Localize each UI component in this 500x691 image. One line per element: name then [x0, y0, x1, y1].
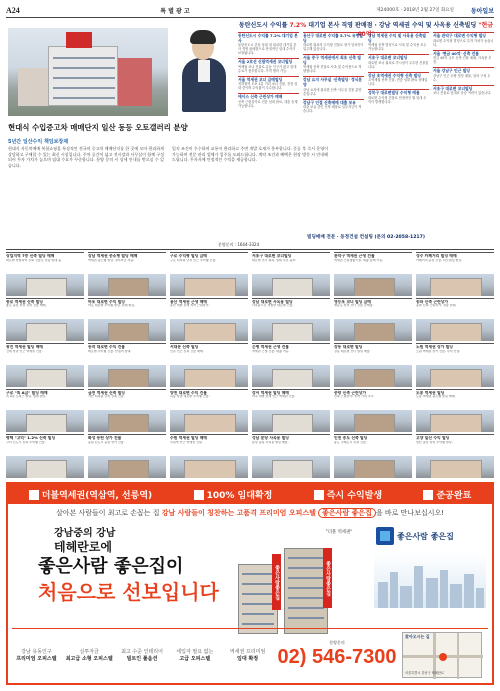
listing-title: 구로 "특 A급" 빌딩 매매: [6, 390, 48, 395]
listing-desc: 건대 상권 인근 역세권 건물.: [6, 349, 43, 353]
listing-card: [88, 298, 166, 342]
listing-card: [170, 298, 248, 342]
banner-bar-item: 100% 임대확정: [194, 488, 273, 501]
feature-contact: 분양문의 : 1644-3324: [218, 242, 260, 247]
feature-headline: 현대식 수입증고차 매매단지 일산 동등 오토갤러리 분양: [8, 123, 188, 132]
listing-title: 평택 "고덕" 1.2% 신축 빌딩: [6, 436, 56, 441]
listing-title: 영등포 코너 빌딩 급매: [334, 299, 371, 304]
listing-photo: [334, 319, 412, 341]
listing-column: [303, 32, 364, 232]
feature-subhead: 5년간 일산수익 책임보장제: [8, 139, 69, 145]
listing-title: 서울 관악구 대로변 수익형 빌딩: [433, 33, 486, 38]
location-map: 찾아오시는 길 서울특별시 강남구 테헤란로: [402, 632, 482, 678]
listing-title: 도봉 역세권 빌딩: [416, 390, 445, 395]
masthead-rule: [6, 17, 494, 18]
listing-desc: 대로변 수익형 건물로 안정적인 월 임대 수익이 발생합니다.: [368, 95, 427, 104]
listing-desc: 대로변 수익형 건물, 안정적 임대.: [88, 349, 132, 353]
listing-title: 관악구 역세권 근생 건물: [334, 254, 375, 258]
listing-card: [170, 434, 248, 478]
building-sign: 좋은사람좋은집: [323, 548, 332, 608]
brand-logo: 좋은사람 좋은집: [376, 526, 484, 546]
listing-item: [238, 58, 299, 73]
newspaper-logo: 동아일보: [470, 8, 494, 15]
listing-desc: 동탄신도시 중심 상권 내 위치한 대기업 본사 직영 판매점으로 안정적인 임대 수익이 보장됩니다.: [238, 43, 297, 56]
section-rule: [6, 249, 494, 250]
listing-title: 구로 수익형 빌딩 급매: [170, 254, 207, 258]
listing-card: [88, 343, 166, 387]
phone-number[interactable]: 02) 546-7300: [277, 646, 397, 668]
listing-column: [433, 32, 494, 232]
listing-desc: 코너 건물로 임대료 상승 여력이 있습니다.: [433, 91, 492, 96]
listing-title: 서울 '현금 40억' 신축 건물: [433, 50, 479, 56]
banner-headline-bar: [8, 484, 492, 504]
listing-item: [433, 67, 494, 82]
listing-item: [303, 32, 364, 51]
listing-photo: [170, 319, 248, 341]
listing-title: 성남 분당 사옥용 빌딩: [252, 436, 289, 441]
listing-photo: [416, 365, 494, 387]
listing-desc: 일산 중심 상권 수익형 빌딩.: [416, 440, 453, 444]
listing-card: [416, 389, 494, 433]
listing-desc: 영등포 상권 코너 건물 급매물.: [334, 304, 374, 308]
listing-desc: 특 A급 오피스 빌딩, 임대 완료.: [6, 395, 47, 399]
listing-photo: [416, 319, 494, 341]
listing-title: 송파 신축 근린상가: [416, 299, 448, 304]
officetel-ad-banner: [6, 482, 494, 685]
listing-title: 은평 역세권 근생 건물: [252, 345, 289, 350]
listing-card: [252, 434, 330, 478]
listing-desc: 역세권 근린생활시설, 대출 승계 가능.: [334, 258, 384, 262]
listing-title: 양천 대로변 수익 건물: [170, 390, 207, 395]
banner-footer: [12, 628, 488, 680]
listing-photo: [88, 319, 166, 341]
listing-card: [416, 298, 494, 342]
section-title: 특 별 광 고: [160, 7, 190, 15]
listing-photo: [334, 365, 412, 387]
listing-desc: 역세권 신축 빌딩으로 사옥 및 수익용 모두 가능합니다.: [368, 43, 427, 52]
listing-card: [170, 252, 248, 296]
listing-item: [238, 32, 299, 55]
listing-title: 동탄신도시 수익률 7.2% 대기업 본사: [238, 33, 298, 43]
feature-list: [12, 648, 272, 662]
listing-photo: [252, 274, 330, 296]
feature-column-1: 현대식 자동차매매 복합쇼핑몰 특징적인 전국의 중고차 매매단지를 한 곳에 모아 편리하게 상담하고 구매할 수 있는 최신 시설입니다. 주차 공간이 넓고 전시장과 사무실이 함께 구성되어 투자 가치가 높으며 임대 수요가 꾸준합니다. 분양 문의 시 상세 안내를 받으실 수 있습니다.: [8, 146, 164, 168]
listing-desc: 도봉 역세권 중소형 빌딩 매매.: [416, 395, 456, 399]
listing-title: 종로 역세권 신축 빌딩: [6, 299, 43, 304]
page-number: A24: [6, 5, 20, 15]
listing-photo: [170, 410, 248, 432]
listing-photo: [252, 319, 330, 341]
listing-title: 성수 카페거리 빌딩 매매: [416, 254, 457, 258]
listing-item: [303, 54, 364, 73]
listing-desc: 송도 국제도시 신축 건물.: [334, 440, 367, 444]
listing-title: 강남 역세권 수익 및 사옥용 신축빌딩: [368, 33, 426, 43]
masthead: [6, 4, 494, 16]
listing-title: 강남 초역세권 수익형 신축 빌딩: [368, 72, 421, 78]
banner-heading-4: 처음으로 선보입니다: [38, 580, 219, 604]
listing-block-title: 동탄신도시 수익률 7.2% 대기업 본사 직영 판매점 · 강남 역세권 수익 및 사옥용 신축빌딩 "현금 40억": [238, 22, 494, 38]
listing-card: [416, 252, 494, 296]
listing-title: 고양 일산 수익 빌딩: [416, 436, 450, 441]
listing-desc: 동탄 신도시 중심 상가 건물.: [88, 440, 125, 444]
listing-card: [252, 343, 330, 387]
listing-photo: [416, 274, 494, 296]
banner-heading-1: 강남중의 강남: [54, 528, 116, 539]
banner-heading-2: 테헤란로에: [54, 540, 112, 554]
city-skyline-illustration: [374, 552, 486, 608]
listing-item: [433, 32, 494, 47]
listing-photo: [170, 274, 248, 296]
listing-column: [238, 32, 299, 232]
building-sign: 좋은사람좋은집: [272, 554, 281, 610]
listing-item: [303, 99, 364, 114]
listing-photo: [88, 410, 166, 432]
listing-desc: 강동 대로변 코너 빌딩 매물.: [334, 349, 371, 353]
listing-desc: 신촌 인근 신축 건물 매매.: [170, 349, 204, 353]
listing-desc: 신축 근린상가, 투자 가치 우수.: [334, 395, 375, 399]
map-pin-icon: [439, 653, 447, 661]
listing-columns: [238, 32, 494, 232]
listing-card: [88, 389, 166, 433]
listing-card: [6, 252, 84, 296]
listing-title: 서초구 대로변 코너빌딩: [252, 254, 292, 258]
listing-title: 중랑 신축 근린상가: [334, 390, 366, 395]
listing-desc: 노원 역세권 상가 건물, 수익 안정.: [416, 349, 461, 353]
listing-desc: 분당 중심 사옥용 빌딩 매물.: [252, 440, 289, 444]
issue-date: 제24000호 · 2018년 2월 27일 화요일: [376, 8, 454, 13]
listing-title: 에이스 신축 근린상가 매매: [238, 94, 283, 100]
listing-card: [334, 343, 412, 387]
listing-desc: 강남구 인근 우량 빌딩 매물, 임차 구성 우수.: [433, 73, 491, 82]
listing-photo: [6, 410, 84, 432]
listing-card: [252, 298, 330, 342]
listing-desc: 가산 디지털 단지 신축 건물.: [88, 395, 125, 399]
listing-title: 금천 역세권 신축 빌딩: [88, 390, 125, 395]
listing-title: 용산 역세권 근생 매매: [170, 299, 207, 304]
listing-title: 강남구 인접 신축매매 대출 보유: [303, 99, 356, 105]
listing-title: 서울 2호선 신림역세권 코너빌딩: [238, 59, 293, 65]
listing-photo: [416, 456, 494, 478]
listing-desc: 대로변 위치의 수익형 건물로 장기 임차인이 입주해 있습니다.: [303, 43, 364, 52]
listing-card: [88, 434, 166, 478]
feature-item: 실투자금 최고급 소형 오피스텔: [65, 648, 113, 662]
listing-title: 용산구 대로변 수익률 5.7% 유명빌딩: [303, 33, 363, 43]
listing-desc: 고덕 신도시 신축 수익형 건물.: [6, 440, 46, 444]
listing-card: [170, 343, 248, 387]
listing-title: 동작 대로변 수익 건물: [88, 345, 125, 350]
feature-item: 역세권 프리미엄 임대 확정: [229, 648, 266, 662]
listing-card: [416, 343, 494, 387]
listing-photo: [252, 365, 330, 387]
listing-title: 수원 역세권 빌딩 매매: [170, 436, 207, 441]
listing-photo: [6, 456, 84, 478]
phone-contact: 분양문의 02) 546-7300: [277, 640, 397, 668]
listing-photo: [170, 365, 248, 387]
listing-column: [368, 32, 429, 232]
listing-title: 노원 역세권 상가 빌딩: [416, 345, 453, 350]
feature-item: 세입자 필요 없는 고급 오피스텔: [176, 648, 214, 662]
listing-item: [238, 93, 299, 108]
listing-photo: [6, 365, 84, 387]
listing-photo: [88, 274, 166, 296]
listing-card: [334, 298, 412, 342]
listing-item: [368, 89, 429, 104]
listing-desc: 역세권 근생 건물, 대출 가능.: [252, 349, 290, 353]
listing-desc: 역세권 중소형 빌딩, 실투자금 적음.: [88, 258, 135, 262]
listing-desc: 송파 신축 근린상가, 전층 임대.: [416, 304, 457, 308]
listing-title: 마포 대로변 수익 빌딩: [88, 299, 125, 304]
listing-item: [368, 72, 429, 87]
listing-card: [6, 343, 84, 387]
listing-item: [238, 76, 299, 91]
listing-photo: [170, 456, 248, 478]
listing-card: [334, 389, 412, 433]
listing-item: [303, 76, 364, 95]
listing-title: 강남 요지 사무실 '신축빌딩' 정식분양: [303, 77, 362, 87]
banner-bar-item: 즉시 수익발생: [314, 488, 382, 501]
listing-title: 서울 중구 역세권에서 최초 신축 빌딩: [303, 55, 361, 65]
listing-card: [6, 434, 84, 478]
listing-desc: 신축 근린상가로 전층 임대 완료, 대출 승계 가능합니다.: [238, 99, 298, 108]
banner-bar-item: 준공완료: [423, 488, 471, 501]
listing-item: [433, 85, 494, 96]
listing-title: 강서 역세권 빌딩 매매: [252, 390, 289, 395]
listing-grid: [6, 252, 494, 478]
listing-desc: 대로변 코너 위치, 임대 수요 풍부.: [252, 258, 297, 262]
listing-desc: 마포 대로변 수익형 빌딩, 임대 완료.: [88, 304, 136, 308]
listing-photo: [88, 365, 166, 387]
listing-card: [334, 252, 412, 296]
agent-portrait: [176, 28, 232, 112]
listing-desc: 대로변 수익형 빌딩으로 투자 가치가 높습니다.: [433, 38, 494, 47]
listing-item: [368, 32, 429, 51]
feature-building-photo: [8, 28, 168, 116]
feature-item: 강남 유동인구 프리미엄 오피스텔: [16, 648, 57, 662]
listing-card: [88, 252, 166, 296]
listing-desc: 대출 보유 중인 신축 매물로 실투자금이 적습니다.: [303, 105, 362, 114]
listing-photo: [416, 410, 494, 432]
listing-card: [252, 252, 330, 296]
listing-item: [368, 54, 429, 69]
listing-desc: 수원역 인근 역세권 건물.: [170, 440, 203, 444]
banner-bar-item: 더블역세권(역삼역, 선릉역): [29, 488, 152, 501]
listing-desc: 대로변 코너 위치로 가시성이 우수한 건물입니다.: [368, 60, 429, 69]
listing-photo: [334, 410, 412, 432]
listing-title: 강남 역세권 중소형 빌딩 매매: [88, 254, 138, 258]
listing-photo: [334, 274, 412, 296]
listing-title: 서울 강남구 인근 빌딩: [433, 68, 470, 74]
listing-desc: 마곡 개발 호재 인근 역세권 건물.: [252, 395, 296, 399]
listing-photo: [6, 274, 84, 296]
listing-title: 서대문 신축 빌딩: [170, 345, 199, 350]
listing-title: 서초구 대로변 코너빌딩: [368, 55, 408, 61]
listing-item: [433, 50, 494, 65]
listing-desc: 목동 상권 대로변 수익형 건물.: [170, 395, 210, 399]
brand-logo-icon: [376, 527, 394, 545]
listing-desc: 역세권 코너 건물로 유동 인구가 많고 임대 수요가 풍부합니다. 가격 협의 가능.: [238, 64, 297, 73]
listing-desc: 용산 개발 호재 지역 근린상가.: [170, 304, 210, 308]
banner-building-illustration: [228, 542, 348, 634]
listing-title: 상업지역 7층 신축 빌딩 매매: [6, 254, 55, 258]
listing-card: [6, 389, 84, 433]
listing-desc: 대로변 상업지역 신축 건물로 전층 임대 중.: [6, 258, 62, 262]
listing-photo: [334, 456, 412, 478]
listing-title: 강동 대로변 빌딩: [334, 345, 363, 350]
listing-desc: 초역세권 신축 건물, 전층 임대 완료 상태입니다.: [368, 78, 428, 87]
listing-card: [416, 434, 494, 478]
listing-desc: 현금 40억 규모 신축 건물 매매, 사옥용 추천.: [433, 56, 492, 65]
listing-card: [252, 389, 330, 433]
listing-desc: 사옥용으로 적합한 대로변 건물.: [252, 304, 294, 308]
banner-tagline: 살아본 사람들이 최고로 손꼽는 집 강남 사람들이 칭찬하는 고품격 프리미엄 오피스텔 좋은사람 좋은집 을 바로 만나보십시오!: [55, 509, 445, 517]
listing-title: 성북구 대로변빌딩 수익형 매물: [368, 90, 420, 96]
listing-photo: [6, 319, 84, 341]
listing-photo: [252, 456, 330, 478]
listing-desc: 종로 중심 상권 신축 건물 매매.: [6, 304, 47, 308]
listing-title: 인천 송도 신축 빌딩: [334, 436, 368, 441]
listing-card: [170, 389, 248, 433]
listing-block-footer: 빌딩매매 전문 · 동정건설 컨설팅 (문의 02-2058-1217): [307, 235, 425, 240]
listing-desc: 구로 디지털 단지 인근 수익형 건물.: [170, 258, 217, 262]
banner-heading-3: 좋은사람 좋은집이: [38, 556, 184, 577]
listing-desc: 카페거리 중심 건물, 리모델링 완료.: [416, 258, 463, 262]
banner-subtitle: "더블 역세권": [325, 530, 353, 535]
listing-title: 광진 역세권 빌딩 매매: [6, 345, 43, 350]
feature-item: 최고 수준 인테리어 빌트인 풀옵션: [121, 648, 163, 662]
listing-card: [6, 298, 84, 342]
listing-card: [334, 434, 412, 478]
listing-title: 서초구 대로변 코너빌딩: [433, 85, 473, 91]
listing-photo: [88, 456, 166, 478]
listing-title: 서울 역세권 코너 급매빌딩: [238, 76, 283, 82]
listing-title: 강남 대로변 사옥용 빌딩: [252, 299, 293, 304]
listing-desc: 지하철역 도보 1분 거리 코너 건물, 전층 임대 중이며 수익률이 우수합니다.: [238, 82, 298, 91]
listing-title: 화성 동탄 상가 건물: [88, 436, 122, 441]
listing-desc: 강남 요지에 위치한 신축 사무실 건물 분양 중입니다.: [303, 87, 362, 96]
feature-column-2: 입지 조건이 우수하며 교통이 편리하고 주변 개발 호재가 풍부합니다. 준공 후 즉시 운영이 가능하며 전문 관리 업체가 입주를 도와드립니다. 계약 조건과 혜택은 현장 방문 시 안내해 드립니다. 투자자께 안정적인 수익을 제공합니다.: [172, 146, 328, 163]
listing-desc: 역세권 신축 건물로 사옥 및 수익용으로 적합합니다.: [303, 65, 362, 74]
listing-photo: [252, 410, 330, 432]
